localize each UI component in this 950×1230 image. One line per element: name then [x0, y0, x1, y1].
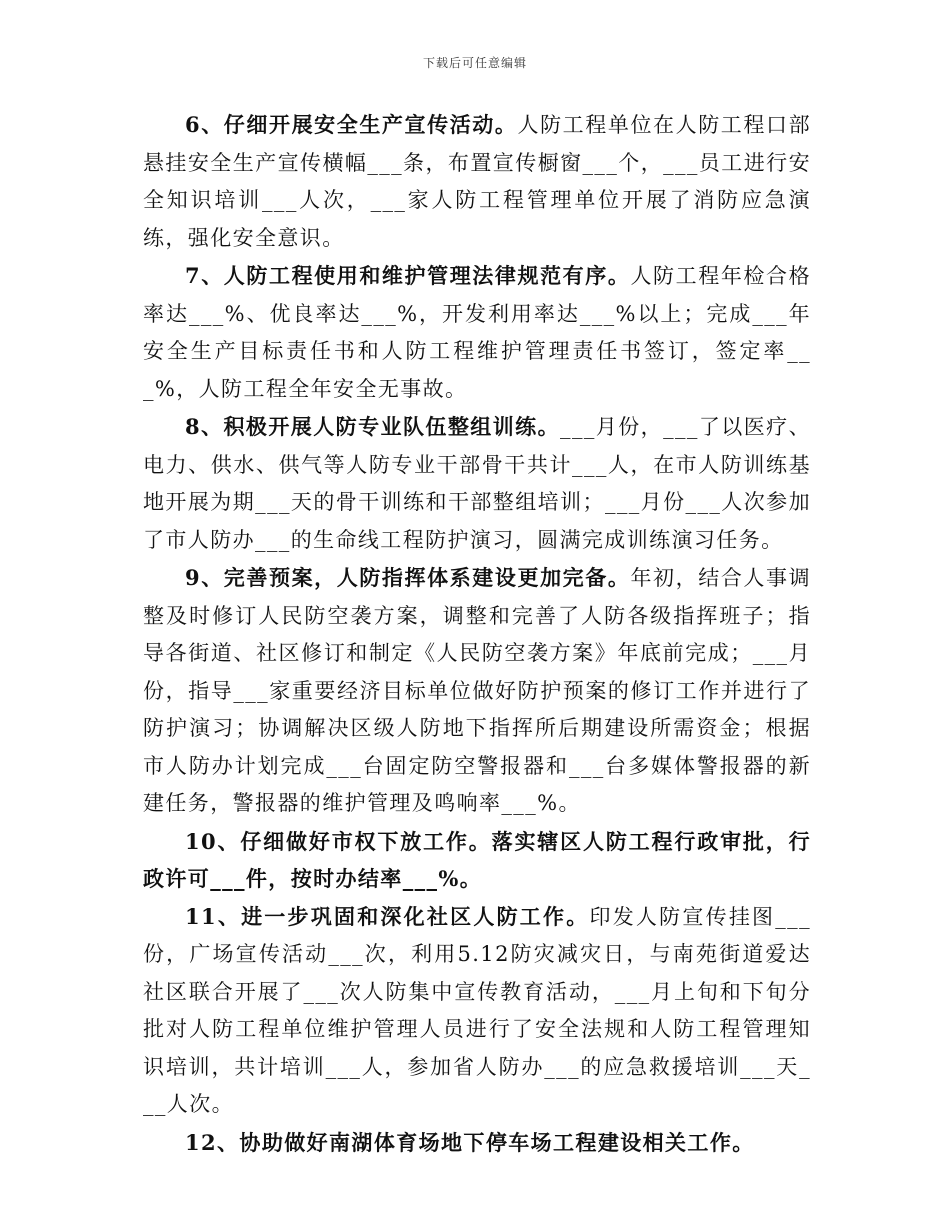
paragraph-8 — [143, 408, 811, 559]
header-note: 下载后可任意编辑 — [422, 56, 527, 70]
paragraph-11 — [143, 898, 811, 1124]
paragraph-heading: 12、协助做好南湖体育场地下停车场工程建设相关工作。 — [185, 1129, 755, 1155]
paragraph-heading: 6、仔细开展安全生产宣传活动。 — [185, 112, 518, 137]
paragraph-heading: 11、进一步巩固和深化社区人防工作。 — [185, 903, 590, 929]
paragraph-text: 人防工程年检合格率达___%、优良率达___%，开发利用率达___%以上；完成___年安全生产目标责任书和人防工程维护管理责任书签订，签定率___%，人防工程全年安全无事故。 — [143, 264, 811, 401]
paragraph-heading: 10、仔细做好市权下放工作。落实辖区人防工程行政审批，行政许可___件，按时办结率___%。 — [143, 828, 811, 891]
document-body — [143, 106, 811, 1162]
paragraph-heading: 9、完善预案，人防指挥体系建设更加完备。 — [185, 565, 631, 590]
paragraph-heading: 8、积极开展人防专业队伍整组训练。 — [185, 414, 561, 439]
paragraph-10 — [143, 823, 811, 898]
paragraph-text: 人防工程单位在人防工程口部悬挂安全生产宣传横幅___条，布置宣传橱窗___个，___员工进行安全知识培训___人次，___家人防工程管理单位开展了消防应急演练，强化安全意识。 — [143, 113, 811, 250]
paragraph-9 — [143, 559, 811, 823]
paragraph-6 — [143, 106, 811, 257]
paragraph-text: 印发人防宣传挂图___份，广场宣传活动___次，利用5.12防灾减灾日，与南苑街道爱达社区联合开展了___次人防集中宣传教育活动，___月上旬和下旬分批对人防工程单位维护管理人员进行了安全法规和人防工程管理知识培训，共计培训___人，参加省人防办___的应急救援培训___天___人次。 — [143, 904, 811, 1116]
paragraph-text: 年初，结合人事调整及时修订人民防空袭方案，调整和完善了人防各级指挥班子；指导各街道、社区修订和制定《人民防空袭方案》年底前完成；___月份，指导___家重要经济目标单位做好防护预案的修订工作并进行了防护演习；协调解决区级人防地下指挥所后期建设所需资金；根据市人防办计划完成___台固定防空警报器和___台多媒体警报器的新建任务，警报器的维护管理及鸣响率___%。 — [143, 566, 811, 815]
paragraph-heading: 7、人防工程使用和维护管理法律规范有序。 — [185, 263, 631, 288]
paragraph-12 — [143, 1124, 811, 1163]
paragraph-text: ___月份，___了以医疗、电力、供水、供气等人防专业干部骨干共计___人，在市人防训练基地开展为期___天的骨干训练和干部整组培训；___月份___人次参加了市人防办___的生命线工程防护演习，圆满完成训练演习任务。 — [143, 415, 811, 552]
paragraph-7 — [143, 257, 811, 408]
